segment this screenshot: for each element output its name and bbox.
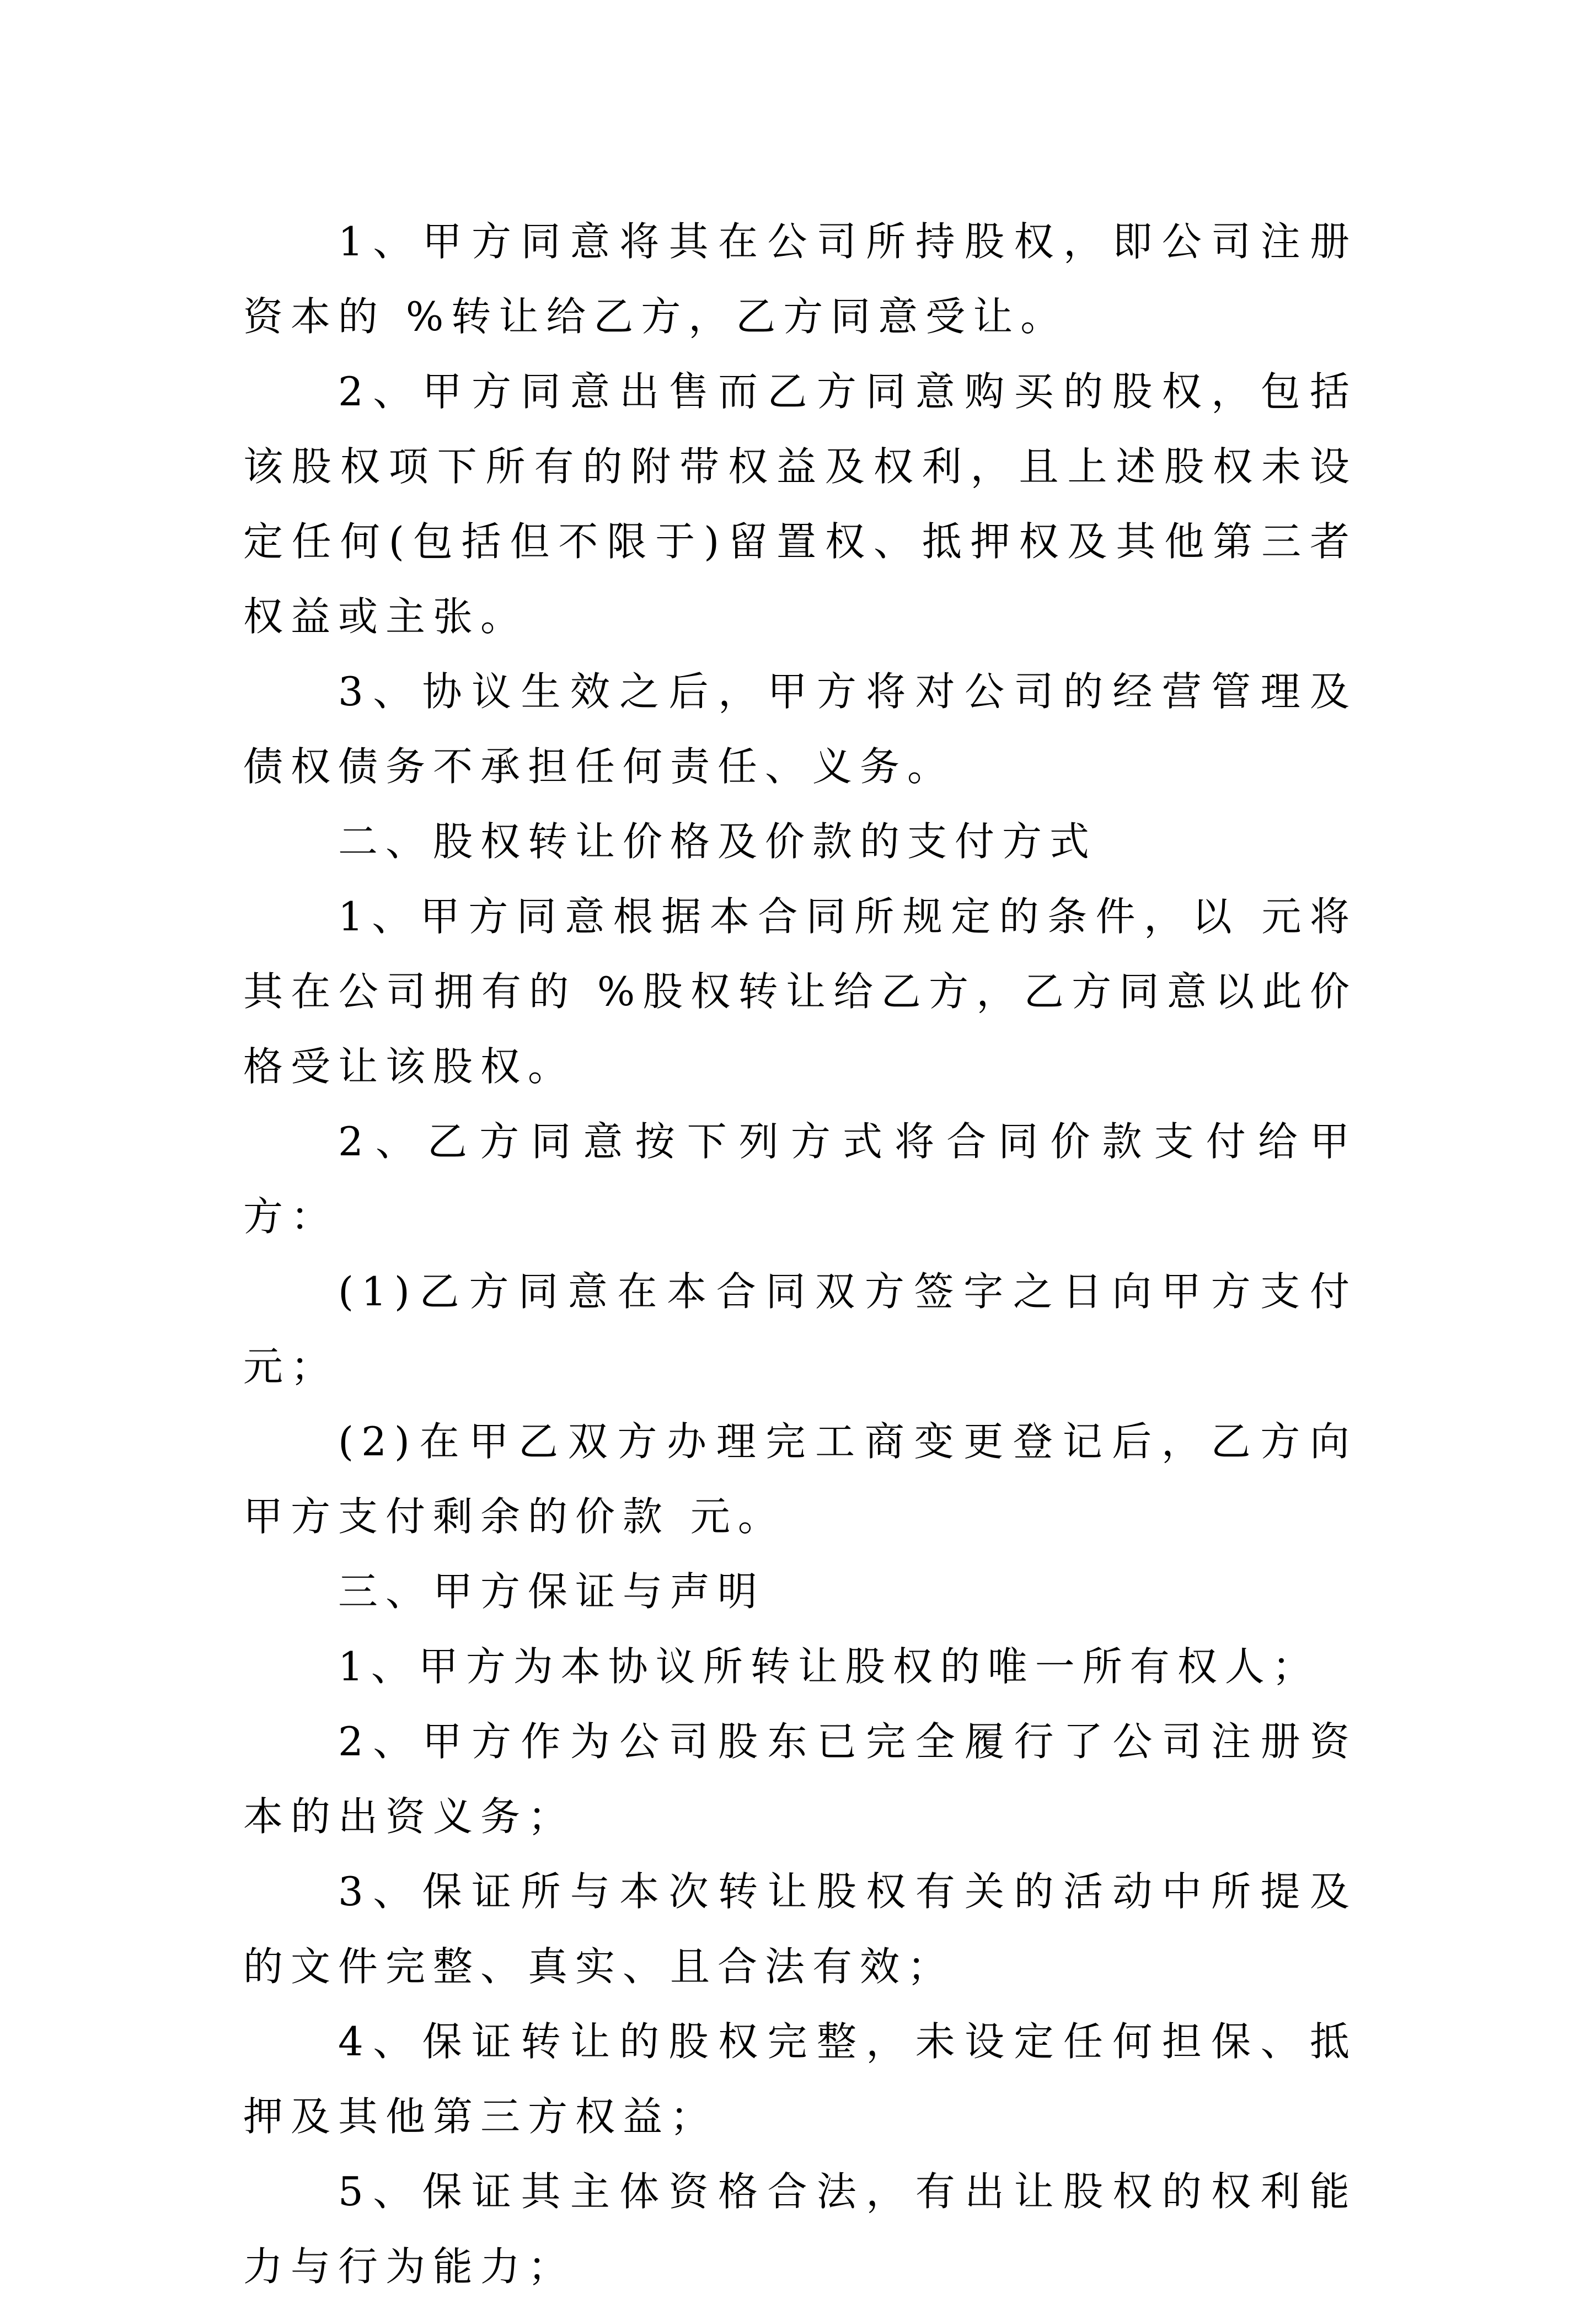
section-heading-price-payment: 二、股权转让价格及价款的支付方式 xyxy=(338,818,1097,865)
paragraph-documents-valid: 3、保证所与本次转让股权有关的活动中所提及的文件完整、真实、且合法有效； xyxy=(243,1868,1357,1990)
paragraph-equity-scope: 2、甲方同意出售而乙方同意购买的股权，包括该股权项下所有的附带权益及权利，且上述股权未设定任何(包括但不限于)留置权、抵押权及其他第三者权益或主张。 xyxy=(243,368,1357,640)
paragraph-capital-contribution: 2、甲方作为公司股东已完全履行了公司注册资本的出资义务； xyxy=(243,1718,1357,1840)
paragraph-payment-method: 2、乙方同意按下列方式将合同价款支付给甲方： xyxy=(243,1118,1357,1240)
paragraph-sole-owner: 1、甲方为本协议所转让股权的唯一所有权人； xyxy=(338,1643,1320,1690)
paragraph-transfer-price: 1、甲方同意根据本合同所规定的条件，以 元将其在公司拥有的 %股权转让给乙方，乙方同意以此价格受让该股权。 xyxy=(243,893,1357,1090)
document-body xyxy=(243,204,1357,2304)
paragraph-payment-remaining: (2)在甲乙双方办理完工商变更登记后，乙方向甲方支付剩余的价款 元。 xyxy=(243,1418,1357,1540)
section-heading-party-a-warranties: 三、甲方保证与声明 xyxy=(338,1568,765,1615)
paragraph-payment-first: (1)乙方同意在本合同双方签字之日向甲方支付 元； xyxy=(243,1268,1357,1390)
paragraph-transfer-agreement: 1、甲方同意将其在公司所持股权，即公司注册资本的 %转让给乙方，乙方同意受让。 xyxy=(243,218,1357,340)
paragraph-equity-unencumbered: 4、保证转让的股权完整，未设定任何担保、抵押及其他第三方权益； xyxy=(243,2018,1357,2140)
paragraph-liability-release: 3、协议生效之后，甲方将对公司的经营管理及债权债务不承担任何责任、义务。 xyxy=(243,668,1357,790)
paragraph-legal-capacity: 5、保证其主体资格合法，有出让股权的权利能力与行为能力； xyxy=(243,2168,1357,2290)
